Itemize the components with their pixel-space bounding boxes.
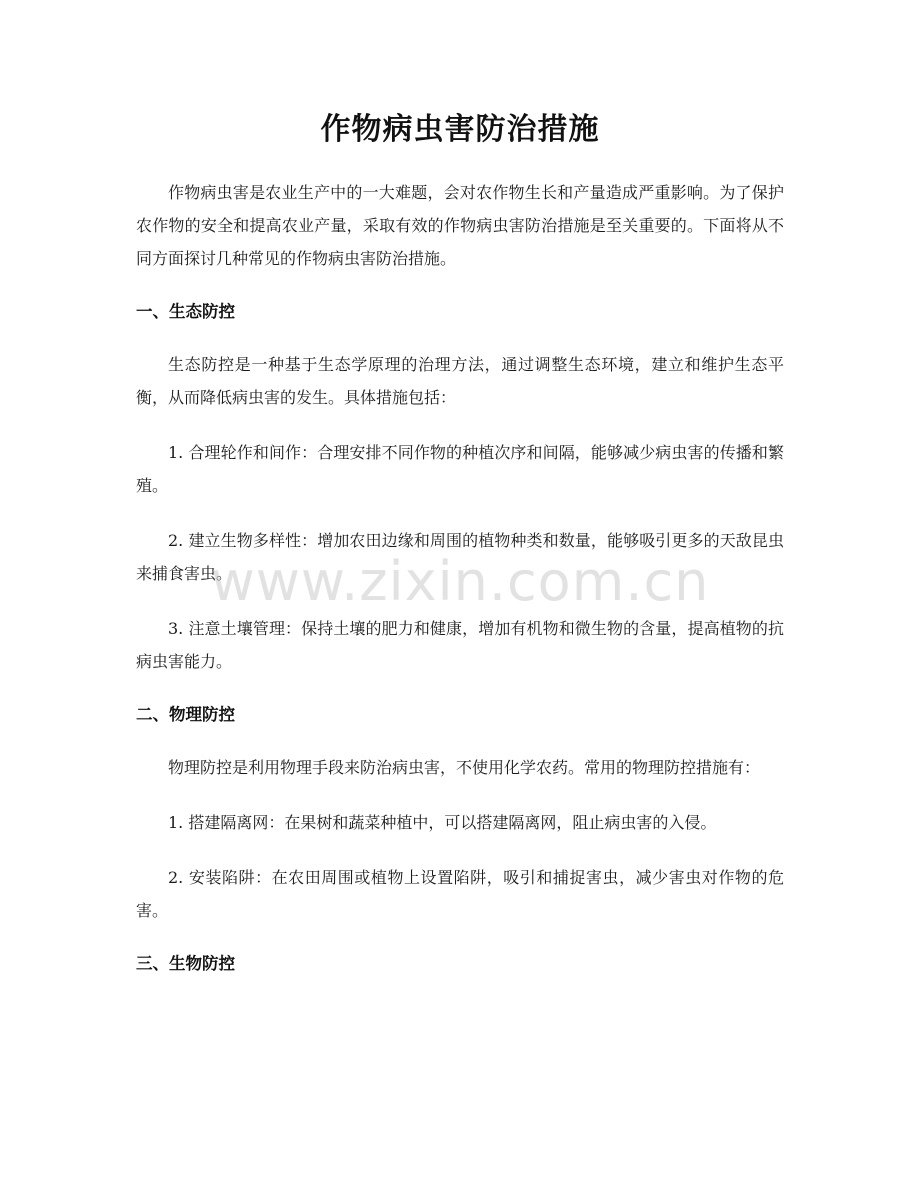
section-heading-physical: 二、物理防控: [136, 705, 235, 724]
list-item: 2. 安装陷阱：在农田周围或植物上设置陷阱，吸引和捕捉害虫，减少害虫对作物的危害。: [136, 868, 784, 920]
section-heading-biological: 三、生物防控: [136, 954, 235, 973]
section-intro-physical: 物理防控是利用物理手段来防治病虫害，不使用化学农药。常用的物理防控措施有：: [168, 758, 761, 777]
document-title: 作物病虫害防治措施: [320, 112, 600, 147]
intro-paragraph: 作物病虫害是农业生产中的一大难题，会对农作物生长和产量造成严重影响。为了保护农作物的安全和提高农业产量，采取有效的作物病虫害防治措施是至关重要的。下面将从不同方面探讨几种常见的作物病虫害防治措施。: [136, 183, 784, 268]
list-item: 3. 注意土壤管理：保持土壤的肥力和健康，增加有机物和微生物的含量，提高植物的抗病虫害能力。: [136, 619, 784, 671]
list-item: 2. 建立生物多样性：增加农田边缘和周围的植物种类和数量，能够吸引更多的天敌昆虫来捕食害虫。: [136, 531, 784, 583]
section-intro-ecological: 生态防控是一种基于生态学原理的治理方法，通过调整生态环境，建立和维护生态平衡，从而降低病虫害的发生。具体措施包括：: [136, 355, 784, 407]
document-body: [136, 176, 784, 980]
watermark: www.zixin.com.cn: [210, 550, 710, 613]
list-item: 1. 搭建隔离网：在果树和蔬菜种植中，可以搭建隔离网，阻止病虫害的入侵。: [168, 813, 717, 832]
list-item: 1. 合理轮作和间作：合理安排不同作物的种植次序和间隔，能够减少病虫害的传播和繁殖。: [136, 443, 784, 495]
section-heading-ecological: 一、生态防控: [136, 302, 235, 321]
